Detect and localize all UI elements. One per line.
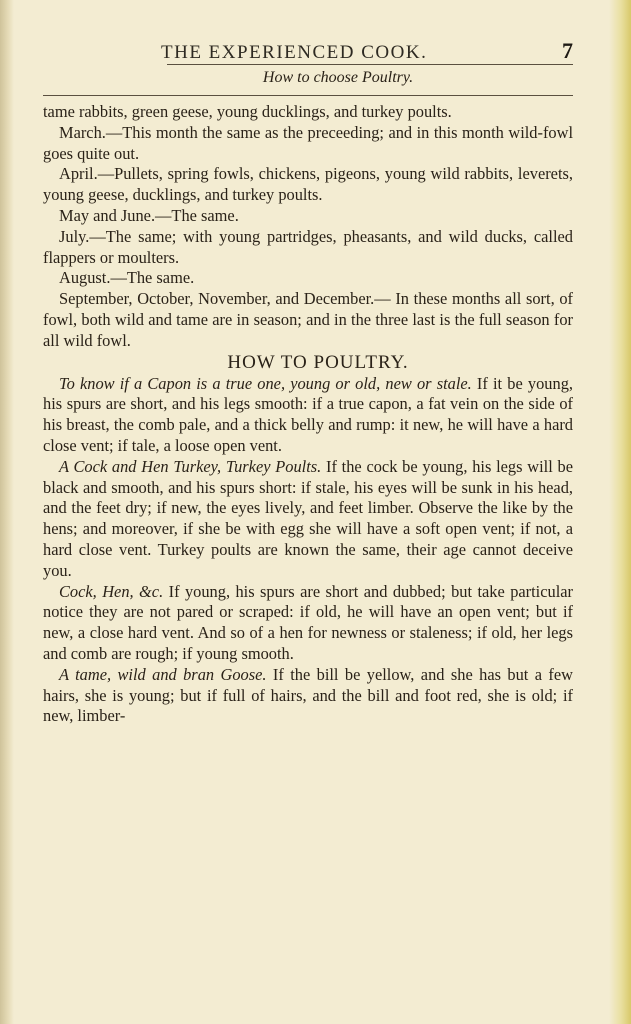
section-heading: HOW TO POULTRY.	[227, 351, 409, 373]
paragraph-text: If the cock be young, his legs will be black and smooth, and his spurs short: if stale, his eyes will be sunk in his head, and the feet dry; if new, the eyes lively, and feet limber. Observe the like by the hens; and moreover, if she be with egg she will have a soft open vent; if not, a hard close vent. Turkey poults are known the same, their age cannot deceive you.	[43, 456, 573, 580]
paragraph	[43, 206, 573, 227]
page-edge-right	[609, 0, 631, 1024]
paragraph-text: If it be young, his spurs are short, and his legs smooth: if a true capon, a fat vein on the side of his breast, the comb pale, and a thick belly and rump: it new, he will have a hard close vent; if tale, a loose open vent.	[43, 373, 573, 455]
paragraph	[43, 102, 573, 123]
paragraph-text: May and June.—The same.	[59, 205, 239, 225]
paragraph-text: March.—This month the same as the preceeding; and in this month wild-fowl goes quite out.	[43, 122, 573, 163]
paragraph-lead: To know if a Capon is a true one, young or old, new or stale.	[59, 373, 472, 393]
paragraph-text: September, October, November, and December.— In these months all sort, of fowl, both wild and tame are in season; and in the three last is the full season for all wild fowl.	[43, 289, 573, 350]
paragraph	[43, 582, 573, 665]
page-gutter-left	[0, 0, 14, 1024]
paragraph-text: If young, his spurs are short and dubbed; but take particular notice they are not pared or scraped: if old, he will have an open vent; but if new, a close hard vent. And so of a hen for newness or staleness; if old, her legs and comb are rough; if young smooth.	[43, 581, 573, 663]
paragraph-text: July.—The same; with young partridges, pheasants, and wild ducks, called flappers or moulters.	[43, 226, 573, 267]
paragraph-text: August.—The same.	[59, 268, 195, 288]
paragraph	[43, 374, 573, 457]
paragraph-text: If the bill be yellow, and she has but a few hairs, she is young; but if full of hairs, and the bill and foot red, she is old; if new, limber-	[43, 664, 573, 726]
header-rule-top	[167, 64, 573, 65]
paragraph	[43, 268, 573, 289]
paragraph-text: tame rabbits, green geese, young ducklings, and turkey poults.	[43, 102, 452, 121]
paragraph	[43, 123, 573, 165]
paragraph-text: April.—Pullets, spring fowls, chickens, pigeons, young wild rabbits, leverets, young geese, ducklings, and turkey poults.	[43, 164, 573, 205]
paragraph	[43, 164, 573, 206]
body-text	[43, 102, 573, 727]
paragraph-lead: Cock, Hen, &c.	[59, 581, 164, 601]
paragraph	[43, 457, 573, 582]
section-title: How to choose Poultry.	[262, 69, 414, 86]
running-head	[43, 36, 573, 64]
paragraph	[43, 289, 573, 351]
paragraph-lead: A Cock and Hen Turkey, Turkey Poults.	[59, 456, 322, 476]
paragraph	[43, 665, 573, 727]
paragraph	[43, 227, 573, 269]
header-rule-bottom	[43, 95, 573, 96]
page-number: 7	[562, 38, 573, 63]
book-page	[43, 36, 573, 727]
paragraph-lead: A tame, wild and bran Goose.	[59, 664, 267, 684]
book-title: THE EXPERIENCED COOK.	[161, 42, 428, 63]
